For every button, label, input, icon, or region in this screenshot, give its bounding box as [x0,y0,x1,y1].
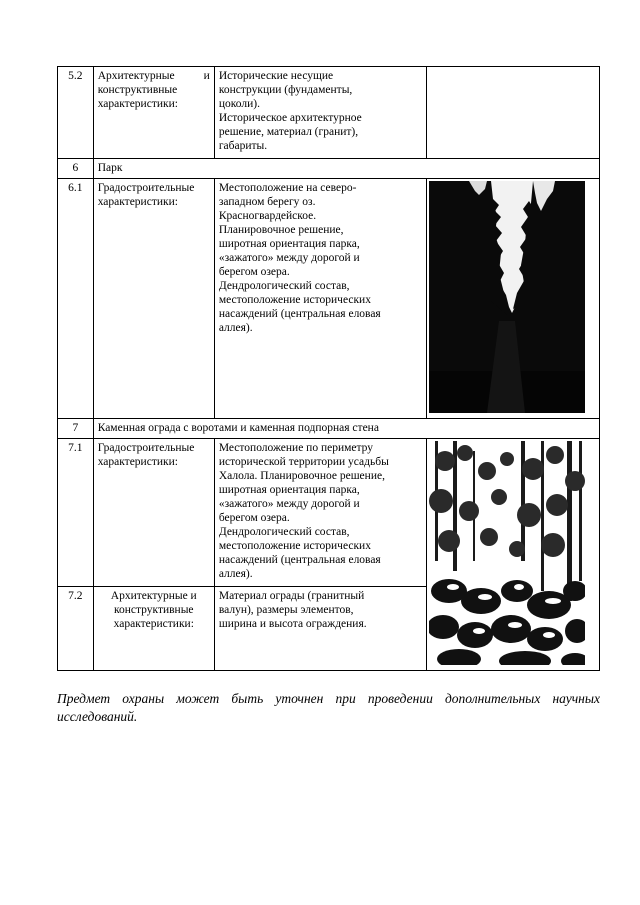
row-number: 5.2 [58,67,94,159]
row-number: 7.1 [58,439,94,587]
image-cell-empty [426,67,599,159]
table-row [58,179,600,419]
characteristic-description: Исторические несущие конструкции (фундаменты, цоколи). Историческое архитектурное решение, материал (гранит), габариты. [214,67,426,159]
footnote-text: Предмет охраны может быть уточнен при проведении дополнительных научных исследований. [57,691,600,724]
section-row [58,159,600,179]
row-number: 6 [58,159,94,179]
section-title: Каменная ограда с воротами и каменная подпорная стена [93,419,599,439]
table-row [58,439,600,587]
protection-subject-table [57,66,600,671]
characteristic-description: Местоположение на северо- западном берегу оз. Красногвардейское. Планировочное решение, широтная ориентация парка, «зажатого» между дорогой и берегом озера. Дендрологический состав, местоположение исторических насаждений (центральная еловая аллея). [214,179,426,419]
section-row [58,419,600,439]
characteristic-name: Архитектурные и конструктивные характеристики: [93,67,214,159]
image-cell [426,179,599,419]
row-number: 7.2 [58,587,94,671]
image-cell [426,439,599,671]
stone-wall-photo [429,441,585,665]
characteristic-name: Градостроительные характеристики: [93,179,214,419]
characteristic-description: Материал ограды (гранитный валун), размеры элементов, ширина и высота ограждения. [214,587,426,671]
row-number: 7 [58,419,94,439]
characteristic-name: Градостроительные характеристики: [93,439,214,587]
characteristic-name: Архитектурные и конструктивные характеристики: [93,587,214,671]
section-title: Парк [93,159,599,179]
characteristic-description: Местоположение по периметру исторической территории усадьбы Халола. Планировочное решение, широтная ориентация парка, «зажатого» между дорогой и берегом озера. Дендрологический состав, местоположение исторических насаждений (центральная еловая аллея). [214,439,426,587]
spruce-alley-photo [429,181,585,413]
table-row [58,67,600,159]
row-number: 6.1 [58,179,94,419]
